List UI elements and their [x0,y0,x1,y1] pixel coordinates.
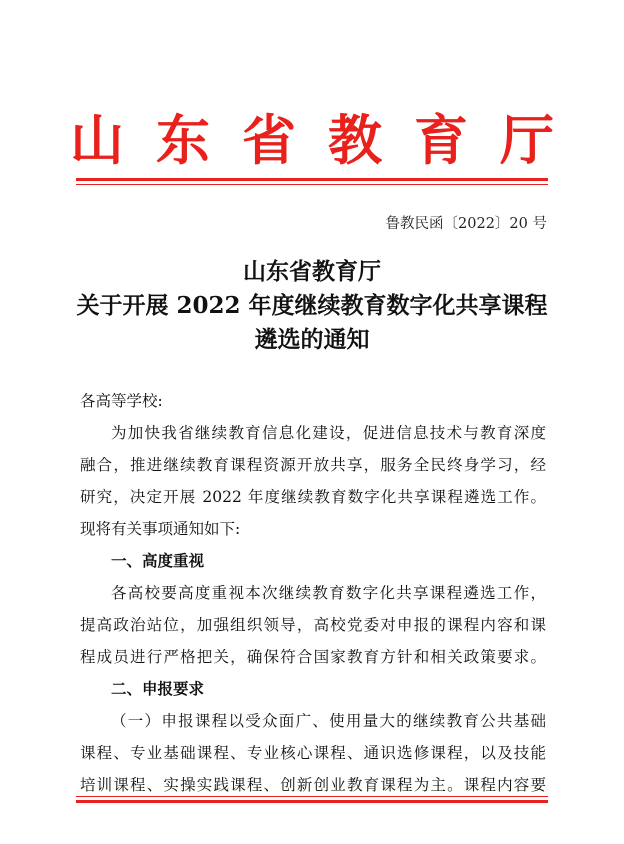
intro-line-1: 为加快我省继续教育信息化建设，促进信息技术与教育深度 [111,424,546,442]
document-number: 鲁教民函〔2022〕20 号 [385,216,547,232]
masthead-rule-thin [76,184,548,185]
salutation: 各高等学校: [80,392,163,410]
section1-line-1: 各高校要高度重视本次继续教育数字化共享课程遴选工作， [111,584,546,602]
section2-line-2: 课程、专业基础课程、专业核心课程、通识选修课程，以及技能 [80,744,546,762]
section-heading-1: 一、高度重视 [111,552,205,570]
masthead-rule-thick [76,178,548,181]
section-heading-2: 二、申报要求 [111,680,205,698]
section1-line-3: 程成员进行严格把关，确保符合国家教育方针和相关政策要求。 [80,648,546,666]
intro-line-4: 现将有关事项通知如下: [80,520,241,538]
section1-line-2: 提高政治站位，加强组织领导，高校党委对申报的课程内容和课 [80,616,546,634]
footer-rule-thin [76,796,548,797]
footer-rule-thick [76,800,548,803]
section2-line-3: 培训课程、实操实践课程、创新创业教育课程为主。课程内容要 [80,776,546,794]
title-line-1: 山东省教育厅 [243,258,381,285]
title-line-3: 遴选的通知 [254,326,370,353]
section2-line-1: （一）申报课程以受众面广、使用量大的继续教育公共基础 [111,712,546,730]
title-line-2: 关于开展 2022 年度继续教育数字化共享课程 [76,292,548,319]
intro-line-2: 融合，推进继续教育课程资源开放共享，服务全民终身学习，经 [80,456,546,474]
masthead: 山东省教育厅 [70,108,586,172]
intro-line-3: 研究，决定开展 2022 年度继续教育数字化共享课程遴选工作。 [80,488,546,506]
